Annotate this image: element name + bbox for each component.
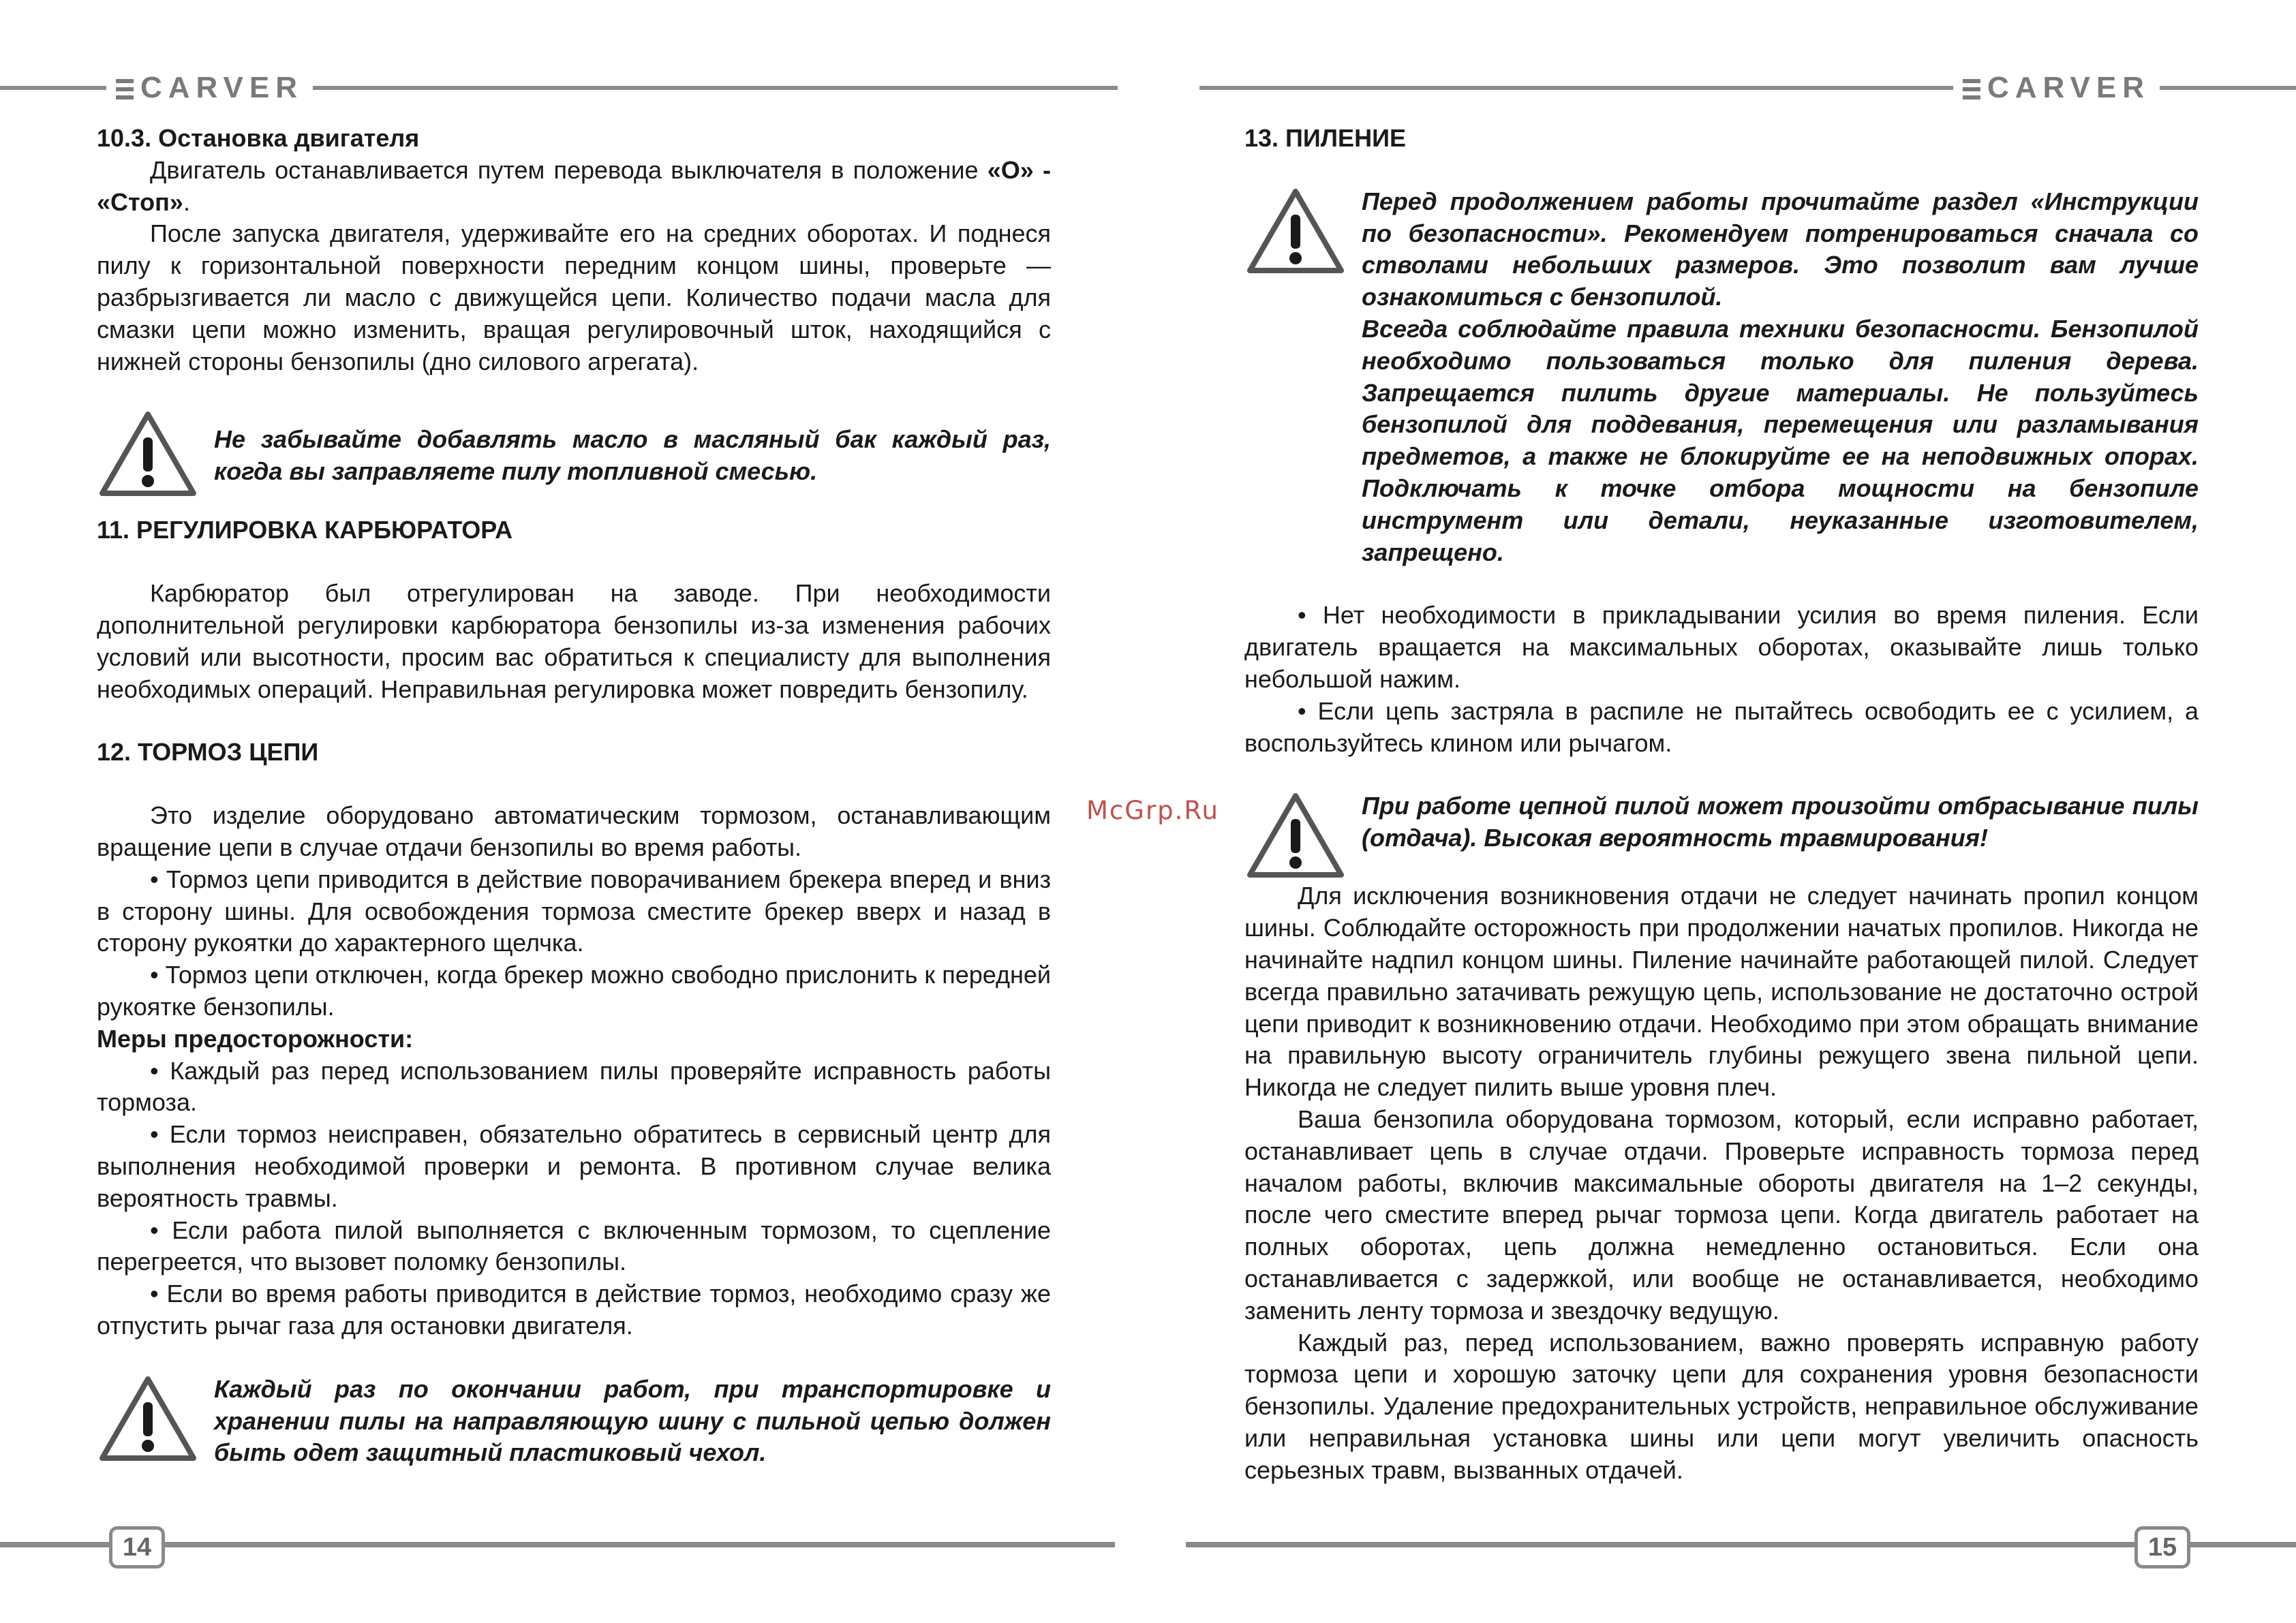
paragraph bbox=[97, 155, 1051, 219]
paragraph: • Каждый раз перед использованием пилы проверяйте исправность работы тормоза. bbox=[97, 1056, 1051, 1117]
logo-stripes-icon bbox=[116, 79, 134, 99]
footer-rule-right bbox=[1186, 1542, 2296, 1547]
section-13-title: 13. ПИЛЕНИЕ bbox=[1244, 124, 1406, 152]
paragraph: После запуска двигателя, удерживайте его на средних оборотах. И поднеся пилу к горизонтальной поверхности передним концом шины, проверьте — разбрызгивается ли масло с движущейся цепи. Количество подачи масла для смазки цепи можно изменить, вращая регулировочный шток, находящийся с нижней стороны бензопилы (дно силового агрегата). bbox=[97, 219, 1051, 375]
section-10-3-title: 10.3. Остановка двигателя bbox=[97, 124, 420, 152]
warning-text: Каждый раз по окончании работ, при транспортировке и хранении пилы на направляющую шину с пильной цепью должен быть одет защитный пластиковый чехол. bbox=[214, 1374, 1051, 1467]
page-number-left: 14 bbox=[109, 1526, 165, 1568]
left-column bbox=[97, 123, 1051, 1469]
right-column bbox=[1244, 123, 2199, 1486]
brand-text: CARVER bbox=[140, 71, 304, 104]
text: . bbox=[183, 187, 190, 216]
switch-position-text: «О» - «Стоп» bbox=[97, 155, 1051, 216]
warning-block bbox=[1244, 186, 2199, 569]
warning-block bbox=[97, 409, 1051, 499]
warning-icon bbox=[97, 409, 199, 499]
paragraph: Карбюратор был отрегулирован на заводе. При необходимости дополнительной регулировки карбюратора бензопилы из-за изменения рабочих условий или высотности, просим вас обратиться к специалисту для выполнения необходимых операций. Неправильная регулировка может повредить бензопилу. bbox=[97, 579, 1051, 703]
paragraph: • Нет необходимости в прикладывании усилия во время пиления. Если двигатель вращается на максимальных оборотах, оказывайте лишь только небольшой нажим. bbox=[1244, 601, 2199, 693]
warning-text: Не забывайте добавлять масло в масляный бак каждый раз, когда вы заправляете пилу топливной смесью. bbox=[214, 425, 1051, 486]
page-number-right: 15 bbox=[2134, 1526, 2190, 1568]
text: Двигатель останавливается путем перевода выключателя в положение bbox=[150, 155, 988, 184]
precautions-heading: Меры предосторожности: bbox=[97, 1024, 414, 1053]
section-11-title: 11. РЕГУЛИРОВКА КАРБЮРАТОРА bbox=[97, 516, 513, 544]
brand-logo-left bbox=[106, 71, 313, 105]
paragraph: • Тормоз цепи приводится в действие поворачиванием брекера вперед и вниз в сторону шины. Для освобождения тормоза сместите брекер вверх и назад в сторону рукоятки до характерного щелчка. bbox=[97, 865, 1051, 957]
warning-icon bbox=[1244, 790, 1347, 880]
paragraph: Каждый раз, перед использованием, важно проверять исправную работу тормоза цепи и хорошую заточку цепи для сохранения уровня безопасности бензопилы. Удаление предохранительных устройств, неправильное обслуживание или неправильная установка шины или цепи могут увеличить опасность серьезных травм, вызванных отдачей. bbox=[1244, 1328, 2199, 1484]
paragraph: Ваша бензопила оборудована тормозом, который, если исправно работает, останавливает цепь в случае отдачи. Проверьте исправность тормоза перед началом работы, включив максимальные обороты двигателя на 1–2 секунды, после чего сместите вперед рычаг тормоза цепи. Когда двигатель работает на полных оборотах, цепь должна немедленно остановиться. Если она останавливается с задержкой, или вообще не останавливается, необходимо заменить ленту тормоза и звездочку ведущую. bbox=[1244, 1104, 2199, 1325]
warning-text bbox=[1362, 186, 2199, 569]
paragraph: • Если во время работы приводится в действие тормоз, необходимо сразу же отпустить рычаг газа для остановки двигателя. bbox=[97, 1280, 1051, 1340]
warning-icon bbox=[1244, 186, 1347, 276]
warning-block bbox=[1244, 790, 2199, 880]
warning-block bbox=[97, 1374, 1051, 1469]
warning-text-part: Всегда соблюдайте правила техники безопасности. Бензопилой необходимо пользоваться только для пиления дерева. Запрещается пилить другие материалы. Не пользуйтесь бензопилой для поддевания, перемещения или разламывания предметов, а также не блокируйте ее на неподвижных опорах. Подключать к точке отбора мощности на бензопиле инструмент или детали, неуказанные изготовителем, запрещено. bbox=[1362, 314, 2199, 566]
warning-icon bbox=[97, 1374, 199, 1464]
paragraph: Это изделие оборудовано автоматическим тормозом, останавливающим вращение цепи в случае отдачи бензопилы во время работы. bbox=[97, 801, 1051, 861]
section-12-title: 12. ТОРМОЗ ЦЕПИ bbox=[97, 738, 319, 767]
warning-text-part: Перед продолжением работы прочитайте раздел «Инструкции по безопасности». Рекомендуем потренироваться сначала со стволами небольших размеров. Это позволит вам лучше ознакомиться с бензопилой. bbox=[1362, 187, 2199, 311]
paragraph: • Если цепь застряла в распиле не пытайтесь освободить ее с усилием, а воспользуйтесь клином или рычагом. bbox=[1244, 696, 2199, 757]
paragraph: • Если тормоз неисправен, обязательно обратитесь в сервисный центр для выполнения необходимой проверки и ремонта. В противном случае велика вероятность травмы. bbox=[97, 1120, 1051, 1212]
brand-text: CARVER bbox=[1987, 71, 2151, 104]
brand-logo-right bbox=[1953, 71, 2160, 105]
paragraph: • Тормоз цепи отключен, когда брекер можно свободно прислонить к передней рукоятке бензопилы. bbox=[97, 961, 1051, 1021]
paragraph: Для исключения возникновения отдачи не следует начинать пропил концом шины. Соблюдайте осторожность при продолжении начатых пропилов. Никогда не начинайте надпил концом шины. Пиление начинайте работающей пилой. Следует всегда правильно затачивать режущую цепь, использование не достаточно острой цепи приводит к возникновению отдачи. Необходимо при этом обращать внимание на правильную высоту ограничитель глубины режущего звена пильной цепи. Никогда не следует пилить выше уровня плеч. bbox=[1244, 882, 2199, 1102]
footer-rule-left bbox=[0, 1542, 1115, 1547]
paragraph: • Если работа пилой выполняется с включенным тормозом, то сцепление перегреется, что вызовет поломку бензопилы. bbox=[97, 1216, 1051, 1276]
watermark: McGrp.Ru bbox=[1086, 796, 1219, 825]
logo-stripes-icon bbox=[1963, 79, 1980, 99]
warning-text: При работе цепной пилой может произойти отбрасывание пилы (отдача). Высокая вероятность травмирования! bbox=[1362, 792, 2199, 852]
